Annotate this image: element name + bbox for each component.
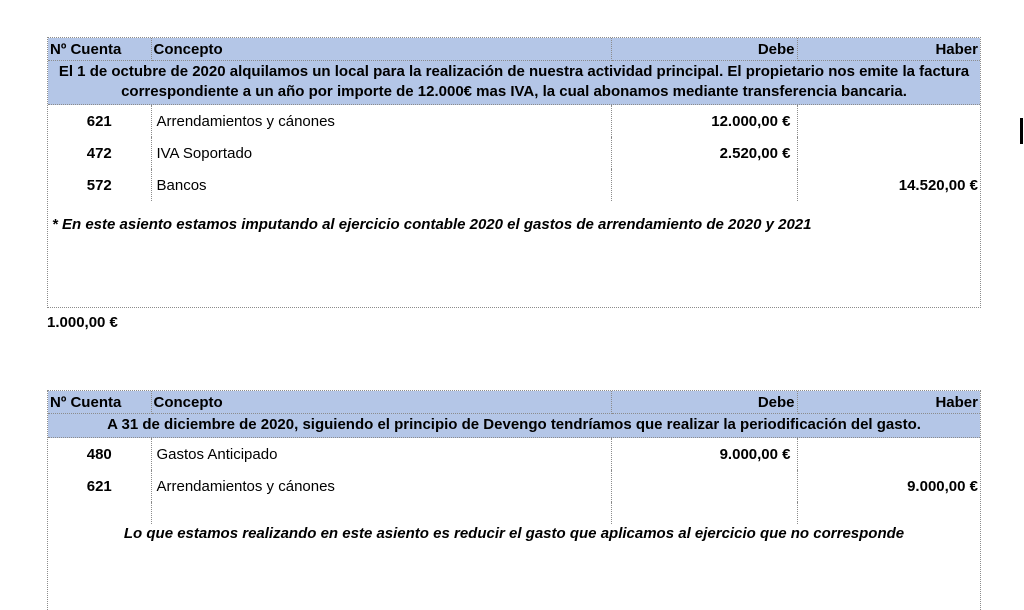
row-credit <box>797 105 980 138</box>
row-credit: 14.520,00 € <box>898 176 978 194</box>
header-concept: Concepto <box>151 38 611 61</box>
row-debit <box>611 470 797 502</box>
journal-entry-1 <box>47 37 981 308</box>
table-row <box>48 105 980 138</box>
row-debit: 12.000,00 € <box>611 105 797 138</box>
row-concept: Arrendamientos y cánones <box>151 105 611 138</box>
entry-note: Lo que estamos realizando en este asiento es reducir el gasto que aplicamos al ejercicio que no corresponde <box>123 525 905 542</box>
journal-entry-2 <box>47 390 981 610</box>
entry-description: El 1 de octubre de 2020 alquilamos un local para la realización de nuestra actividad principal. El propietario nos emite la factura correspondiente a un año por importe de 12.000€ mas IVA, la cual abonamos mediante transferencia bancaria. <box>48 61 980 105</box>
header-account: Nº Cuenta <box>48 391 151 414</box>
journal-table-1 <box>48 38 980 235</box>
header-account: Nº Cuenta <box>48 38 151 61</box>
entry-description: A 31 de diciembre de 2020, siguiendo el principio de Devengo tendríamos que realizar la periodificación del gasto. <box>48 414 980 438</box>
row-account: 621 <box>86 477 112 495</box>
header-debit: Debe <box>611 38 797 61</box>
standalone-amount: 1.000,00 € <box>47 314 118 331</box>
empty-cell <box>797 502 980 524</box>
row-debit: 2.520,00 € <box>611 137 797 169</box>
row-concept: Bancos <box>151 169 611 201</box>
journal-table-2 <box>48 391 980 544</box>
table-header-row <box>48 38 980 61</box>
edge-mark <box>1020 118 1023 144</box>
header-debit: Debe <box>611 391 797 414</box>
entry-note-row <box>48 201 980 235</box>
row-concept: Gastos Anticipado <box>151 438 611 471</box>
row-account: 621 <box>86 112 112 130</box>
row-credit <box>797 137 980 169</box>
row-account: 572 <box>86 176 112 194</box>
row-credit: 9.000,00 € <box>907 477 978 495</box>
row-concept: Arrendamientos y cánones <box>151 470 611 502</box>
header-credit: Haber <box>797 391 980 414</box>
empty-cell <box>151 502 611 524</box>
empty-cell <box>611 502 797 524</box>
table-header-row <box>48 391 980 414</box>
table-row <box>48 137 980 169</box>
entry-description-row <box>48 414 980 438</box>
row-account: 472 <box>86 144 112 162</box>
empty-cell <box>48 502 151 524</box>
table-row <box>48 438 980 471</box>
row-debit: 9.000,00 € <box>611 438 797 471</box>
row-concept: IVA Soportado <box>151 137 611 169</box>
entry-note: * En este asiento estamos imputando al ejercicio contable 2020 el gastos de arrendamiento de 2020 y 2021 <box>52 216 812 233</box>
row-credit <box>797 438 980 471</box>
entry-note-row <box>48 524 980 544</box>
entry-description-row <box>48 61 980 105</box>
table-row <box>48 169 980 201</box>
table-row-empty <box>48 502 980 524</box>
header-credit: Haber <box>797 38 980 61</box>
row-account: 480 <box>86 445 112 463</box>
header-concept: Concepto <box>151 391 611 414</box>
row-debit <box>611 169 797 201</box>
table-row <box>48 470 980 502</box>
